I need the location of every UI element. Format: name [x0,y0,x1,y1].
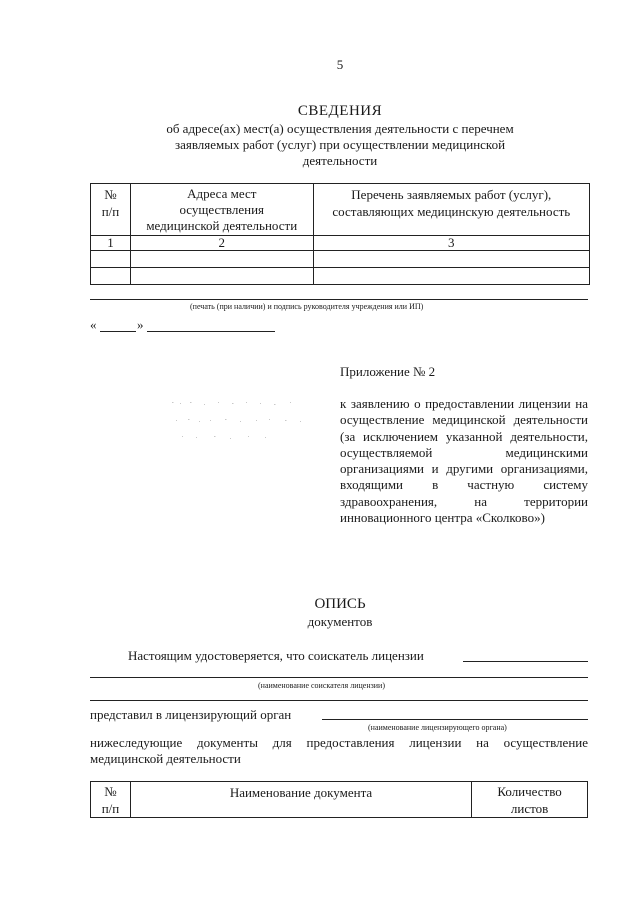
scan-noise [170,398,320,448]
following-text: нижеследующие документы для предоставления лицензии на осуществление медицинской деятельности [90,735,588,766]
svedeniya-subtitle-line: заявляемых работ (услуг) при осуществлении медицинской [174,137,506,152]
col-number-header [91,782,131,818]
table-row [91,251,590,268]
opis-subtitle: документов [307,614,373,629]
table-cell: 2 [130,236,313,251]
table-cell[interactable] [313,251,589,268]
authority-line[interactable] [322,719,588,720]
svedeniya-subtitle-line: деятельности [302,153,378,168]
applicant-caption: (наименование соискателя лицензии) [258,681,385,690]
svedeniya-subtitle [120,121,560,169]
header-text: № [104,784,117,799]
addresses-table [90,183,590,285]
col-number-header [91,184,131,236]
col-address-header [130,184,313,236]
date-close-quote: » [137,317,144,332]
table-row [91,236,590,251]
table-cell[interactable] [91,268,131,285]
header-text: составляющих медицинскую деятельность [332,204,571,219]
table-cell[interactable] [130,268,313,285]
header-text: № [104,187,117,202]
header-text: п/п [101,204,120,219]
certify-text: Настоящим удостоверяется, что соискатель лицензии [128,648,424,663]
table-cell[interactable] [130,251,313,268]
applicant-line-second[interactable] [90,700,588,701]
annex-title: Приложение № 2 [340,364,436,379]
col-works-header [313,184,589,236]
annex-text: к заявлению о предоставлении лицензии на осуществление медицинской деятельности (за исключением указанной деятельности, осуществляемой медицинскими организациями и другими организациями, входящими в частную систему здравоохранения, на территории инновационного центра «Сколково») [340,396,588,526]
table-header-row [91,184,590,236]
submitted-text: представил в лицензирующий орган [90,707,292,722]
header-text: Количество [497,784,562,799]
opis-title: ОПИСЬ [314,596,366,612]
applicant-line-full[interactable] [90,677,588,678]
col-sheets-header [472,782,588,818]
header-text: осуществления [179,202,265,217]
header-text: Адреса мест [187,186,257,201]
svedeniya-title: СВЕДЕНИЯ [297,103,383,119]
header-text: Перечень заявляемых работ (услуг), [351,187,552,202]
header-text: п/п [101,801,120,816]
date-open-quote: « [90,317,97,332]
table-cell: 1 [91,236,131,251]
signature-line[interactable] [90,299,588,300]
header-text: медицинской деятельности [146,218,298,233]
date-month-line[interactable] [147,331,275,332]
table-cell: 3 [313,236,589,251]
table-header-row [91,782,588,818]
documents-table [90,781,588,818]
table-cell[interactable] [313,268,589,285]
signature-caption: (печать (при наличии) и подпись руководителя учреждения или ИП) [190,302,424,311]
applicant-line-short[interactable] [463,661,588,662]
svedeniya-subtitle-line: об адресе(ах) мест(а) осуществления деятельности с перечнем [166,121,514,136]
header-text: листов [510,801,549,816]
table-row [91,268,590,285]
authority-caption: (наименование лицензирующего органа) [368,723,507,732]
date-day-line[interactable] [100,331,136,332]
col-document-name-header: Наименование документа [130,782,471,818]
table-cell[interactable] [91,251,131,268]
page-number: 5 [336,57,344,72]
